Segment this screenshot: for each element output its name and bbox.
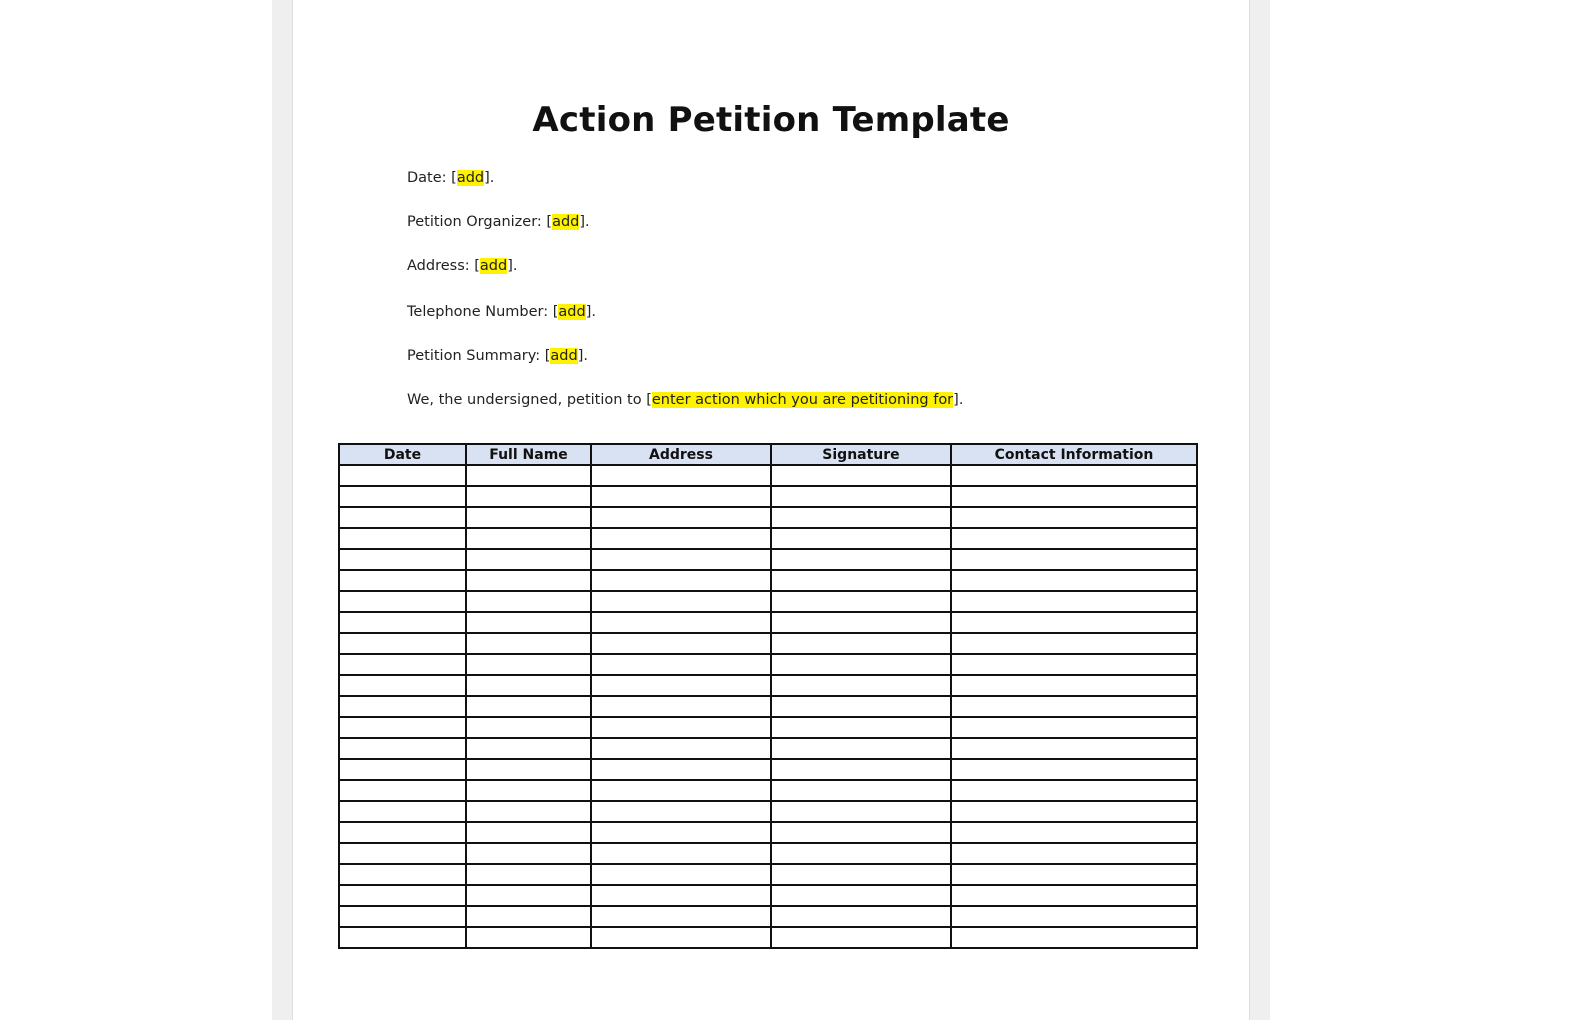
table-row (339, 675, 1197, 696)
table-cell[interactable] (771, 507, 951, 528)
field-summary-value[interactable]: add (550, 348, 578, 364)
column-header-date: Date (339, 444, 466, 465)
table-cell[interactable] (951, 486, 1197, 507)
field-telephone-suffix: ]. (585, 304, 596, 320)
table-cell[interactable] (339, 864, 466, 885)
table-cell[interactable] (951, 633, 1197, 654)
table-cell[interactable] (951, 843, 1197, 864)
document-title: Action Petition Template (532, 100, 1010, 140)
table-cell[interactable] (466, 885, 591, 906)
field-date-label: Date: [ (407, 170, 457, 186)
table-cell[interactable] (771, 465, 951, 486)
field-organizer-label: Petition Organizer: [ (407, 214, 553, 230)
table-cell[interactable] (466, 675, 591, 696)
table-cell[interactable] (466, 738, 591, 759)
table-cell[interactable] (339, 906, 466, 927)
table-cell[interactable] (591, 486, 771, 507)
field-summary-suffix: ]. (577, 348, 588, 364)
field-address (407, 258, 517, 274)
table-cell[interactable] (339, 612, 466, 633)
table-cell[interactable] (591, 780, 771, 801)
table-cell[interactable] (951, 675, 1197, 696)
table-cell[interactable] (771, 717, 951, 738)
table-cell[interactable] (591, 843, 771, 864)
document-page (292, 0, 1250, 1020)
table-cell[interactable] (951, 864, 1197, 885)
table-cell[interactable] (951, 759, 1197, 780)
table-cell[interactable] (591, 738, 771, 759)
table-row (339, 654, 1197, 675)
table-cell[interactable] (771, 633, 951, 654)
table-row (339, 591, 1197, 612)
table-cell[interactable] (339, 654, 466, 675)
table-row (339, 570, 1197, 591)
table-cell[interactable] (466, 507, 591, 528)
table-cell[interactable] (591, 885, 771, 906)
table-cell[interactable] (591, 633, 771, 654)
table-cell[interactable] (466, 633, 591, 654)
table-cell[interactable] (771, 570, 951, 591)
table-cell[interactable] (951, 717, 1197, 738)
table-cell[interactable] (466, 759, 591, 780)
table-cell[interactable] (591, 612, 771, 633)
table-cell[interactable] (771, 486, 951, 507)
table-cell[interactable] (466, 864, 591, 885)
table-cell[interactable] (591, 507, 771, 528)
table-cell[interactable] (466, 465, 591, 486)
table-cell[interactable] (771, 885, 951, 906)
table-cell[interactable] (951, 591, 1197, 612)
petition-statement-value[interactable]: enter action which you are petitioning for (651, 392, 954, 408)
petition-statement-suffix: ]. (953, 392, 964, 408)
table-row (339, 822, 1197, 843)
table-cell[interactable] (466, 801, 591, 822)
table-cell[interactable] (951, 738, 1197, 759)
table-cell[interactable] (951, 801, 1197, 822)
field-address-value[interactable]: add (479, 258, 508, 274)
column-header-address: Address (591, 444, 771, 465)
table-cell[interactable] (339, 717, 466, 738)
table-cell[interactable] (591, 675, 771, 696)
table-header-row (339, 444, 1197, 465)
table-row (339, 633, 1197, 654)
table-cell[interactable] (466, 612, 591, 633)
table-cell[interactable] (591, 696, 771, 717)
field-date-suffix: ]. (484, 170, 495, 186)
table-cell[interactable] (591, 906, 771, 927)
table-row (339, 864, 1197, 885)
column-header-signature: Signature (771, 444, 951, 465)
table-cell[interactable] (466, 696, 591, 717)
table-cell[interactable] (771, 528, 951, 549)
table-row (339, 738, 1197, 759)
table-cell[interactable] (771, 612, 951, 633)
table-row (339, 927, 1197, 948)
table-cell[interactable] (466, 906, 591, 927)
table-cell[interactable] (466, 570, 591, 591)
column-header-contact-information: Contact Information (951, 444, 1197, 465)
table-cell[interactable] (339, 633, 466, 654)
table-cell[interactable] (951, 549, 1197, 570)
table-cell[interactable] (339, 738, 466, 759)
field-telephone-value[interactable]: add (558, 304, 586, 320)
table-cell[interactable] (951, 570, 1197, 591)
table-cell[interactable] (951, 696, 1197, 717)
field-address-suffix: ]. (507, 258, 518, 274)
table-cell[interactable] (339, 780, 466, 801)
table-cell[interactable] (339, 465, 466, 486)
table-cell[interactable] (339, 927, 466, 948)
table-cell[interactable] (466, 549, 591, 570)
table-cell[interactable] (591, 717, 771, 738)
table-cell[interactable] (771, 591, 951, 612)
table-cell[interactable] (771, 549, 951, 570)
table-row (339, 507, 1197, 528)
table-row (339, 528, 1197, 549)
field-date (407, 170, 494, 186)
table-row (339, 486, 1197, 507)
table-cell[interactable] (951, 906, 1197, 927)
petition-statement (407, 392, 963, 408)
table-row (339, 717, 1197, 738)
table-cell[interactable] (951, 612, 1197, 633)
field-address-label: Address: [ (407, 258, 480, 274)
table-cell[interactable] (771, 906, 951, 927)
table-row (339, 885, 1197, 906)
table-cell[interactable] (951, 927, 1197, 948)
table-cell[interactable] (771, 822, 951, 843)
table-cell[interactable] (771, 696, 951, 717)
table-cell[interactable] (339, 885, 466, 906)
table-row (339, 465, 1197, 486)
table-cell[interactable] (951, 465, 1197, 486)
table-cell[interactable] (466, 591, 591, 612)
petition-statement-prefix: We, the undersigned, petition to [ (407, 392, 652, 408)
table-cell[interactable] (339, 528, 466, 549)
table-body (339, 465, 1197, 948)
table-cell[interactable] (466, 528, 591, 549)
table-cell[interactable] (591, 927, 771, 948)
signature-table (338, 443, 1198, 949)
table-cell[interactable] (339, 843, 466, 864)
table-row (339, 780, 1197, 801)
table-row (339, 906, 1197, 927)
table-cell[interactable] (951, 507, 1197, 528)
table-cell[interactable] (591, 528, 771, 549)
table-cell[interactable] (466, 486, 591, 507)
table-cell[interactable] (591, 465, 771, 486)
field-organizer (407, 214, 590, 230)
table-cell[interactable] (771, 801, 951, 822)
field-summary (407, 348, 588, 364)
table-cell[interactable] (591, 801, 771, 822)
table-cell[interactable] (951, 885, 1197, 906)
table-cell[interactable] (771, 654, 951, 675)
table-cell[interactable] (771, 738, 951, 759)
table-cell[interactable] (339, 822, 466, 843)
table-row (339, 549, 1197, 570)
table-cell[interactable] (339, 675, 466, 696)
field-date-value[interactable]: add (456, 170, 485, 186)
table-cell[interactable] (339, 591, 466, 612)
table-cell[interactable] (591, 864, 771, 885)
field-summary-label: Petition Summary: [ (407, 348, 551, 364)
table-cell[interactable] (771, 759, 951, 780)
table-cell[interactable] (771, 780, 951, 801)
column-header-full-name: Full Name (466, 444, 591, 465)
table-cell[interactable] (339, 759, 466, 780)
table-row (339, 696, 1197, 717)
field-organizer-value[interactable]: add (552, 214, 580, 230)
table-cell[interactable] (591, 591, 771, 612)
table-cell[interactable] (591, 570, 771, 591)
table-row (339, 843, 1197, 864)
table-cell[interactable] (591, 759, 771, 780)
table-cell[interactable] (951, 528, 1197, 549)
table-cell[interactable] (771, 843, 951, 864)
table-cell[interactable] (339, 507, 466, 528)
table-cell[interactable] (771, 927, 951, 948)
table-cell[interactable] (951, 822, 1197, 843)
table-cell[interactable] (466, 822, 591, 843)
table-cell[interactable] (466, 843, 591, 864)
table-cell[interactable] (466, 717, 591, 738)
table-cell[interactable] (339, 801, 466, 822)
table-row (339, 759, 1197, 780)
table-cell[interactable] (339, 486, 466, 507)
table-cell[interactable] (591, 654, 771, 675)
field-organizer-suffix: ]. (579, 214, 590, 230)
table-row (339, 801, 1197, 822)
table-cell[interactable] (339, 696, 466, 717)
table-cell[interactable] (591, 822, 771, 843)
table-cell[interactable] (339, 570, 466, 591)
field-telephone (407, 304, 596, 320)
field-telephone-label: Telephone Number: [ (407, 304, 559, 320)
table-cell[interactable] (771, 675, 951, 696)
table-cell[interactable] (771, 864, 951, 885)
table-row (339, 612, 1197, 633)
table-cell[interactable] (339, 549, 466, 570)
table-cell[interactable] (951, 654, 1197, 675)
table-cell[interactable] (591, 549, 771, 570)
table-cell[interactable] (466, 780, 591, 801)
table-cell[interactable] (466, 927, 591, 948)
table-cell[interactable] (466, 654, 591, 675)
table-cell[interactable] (951, 780, 1197, 801)
